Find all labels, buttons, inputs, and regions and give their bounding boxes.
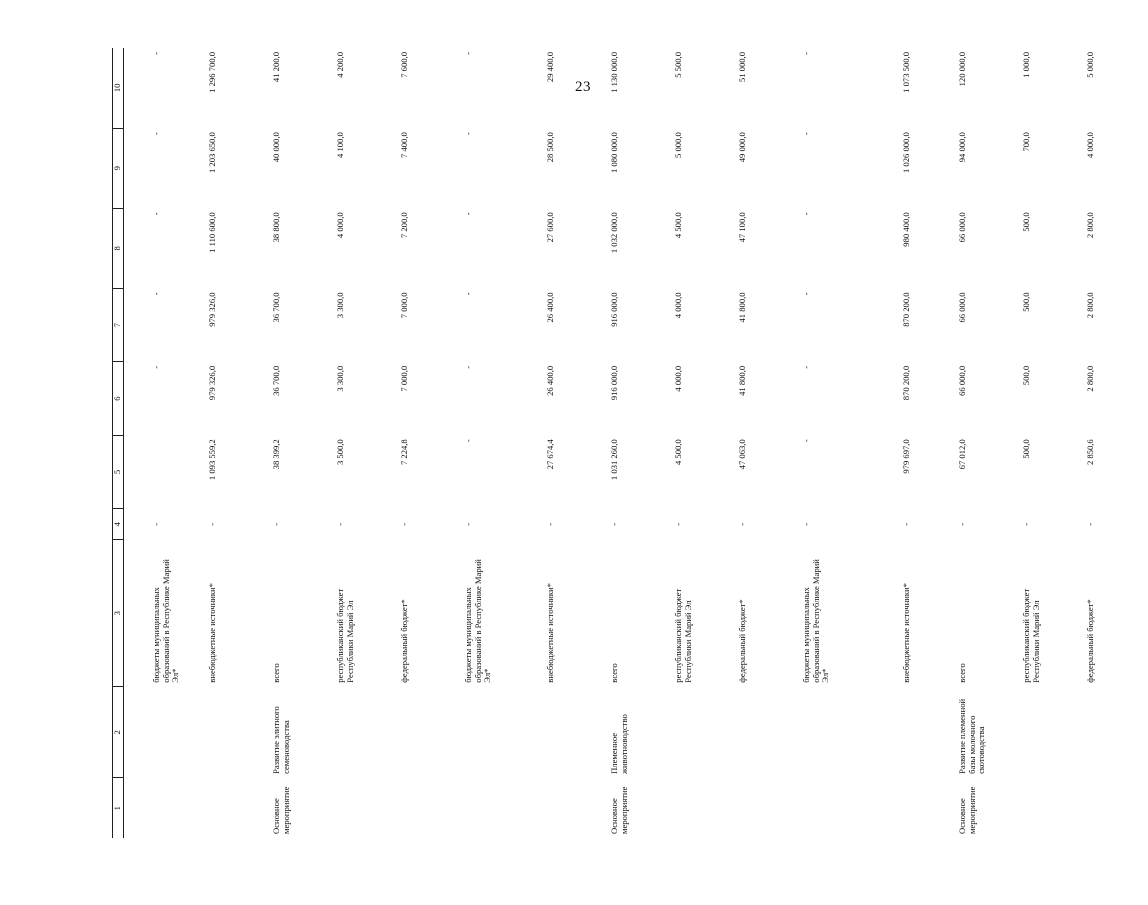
cell-col4: - <box>399 522 409 526</box>
cell-col8: 1 032 000,0 <box>609 212 619 254</box>
table-row <box>1020 48 1084 838</box>
cell-funding-source: бюджеты муниципальных образований в Республике Марий Эл* <box>801 559 831 683</box>
cell-funding-source: бюджеты муниципальных образований в Республике Марий Эл* <box>151 559 181 683</box>
cell-col8: 980 400,0 <box>901 212 911 247</box>
cell-col8: - <box>463 212 473 216</box>
cell-event-type <box>398 778 462 838</box>
cell-col10: 1 296 700,0 <box>207 52 217 93</box>
cell-col9: 4 000,0 <box>1085 132 1095 158</box>
cell-col9: 28 500,0 <box>545 132 555 163</box>
cell-col4: - <box>673 522 683 526</box>
cell-col7: 979 326,0 <box>207 292 217 327</box>
cell-event-name <box>150 687 206 778</box>
cell-event-type <box>1084 778 1148 838</box>
cell-event-type <box>150 778 206 838</box>
cell-col10: 7 600,0 <box>399 52 409 78</box>
cell-col8: 4 000,0 <box>335 212 345 239</box>
cell-col6: 870 200,0 <box>901 365 911 401</box>
cell-event-name <box>462 687 544 778</box>
cell-col8: 47 100,0 <box>737 212 747 243</box>
cell-funding-source: федеральный бюджет* <box>737 599 747 683</box>
table-row <box>544 48 608 838</box>
cell-col6: 41 800,0 <box>737 365 747 396</box>
cell-col9: 5 000,0 <box>673 132 683 158</box>
cell-col5: - <box>463 439 473 443</box>
cell-col8: 2 800,0 <box>1085 212 1095 239</box>
cell-col9: 1 026 000,0 <box>901 132 911 174</box>
col-header-9: 9 <box>113 128 124 208</box>
table-row <box>672 48 736 838</box>
table-row <box>334 48 398 838</box>
cell-event-name: Развитие племенной базы молочного скотоводства <box>957 698 987 774</box>
cell-funding-source: республиканский бюджет Республики Марий Эл <box>673 588 693 683</box>
cell-funding-source: федеральный бюджет* <box>1085 599 1095 683</box>
table-row <box>462 48 544 838</box>
cell-col4: - <box>1021 522 1031 526</box>
cell-event-type <box>672 778 736 838</box>
cell-event-name: Племенное животноводство <box>609 714 629 774</box>
cell-col6: 26 400,0 <box>545 365 555 396</box>
cell-col9: - <box>151 132 161 136</box>
cell-col8: - <box>151 212 161 216</box>
cell-col6: 4 000,0 <box>673 365 683 392</box>
cell-col4: - <box>737 522 747 526</box>
cell-col7: 500,0 <box>1021 292 1031 312</box>
cell-col9: 49 000,0 <box>737 132 747 163</box>
table-row <box>956 48 1020 838</box>
cell-funding-source: федеральный бюджет* <box>399 599 409 683</box>
col-header-4: 4 <box>113 509 124 540</box>
cell-event-name <box>672 687 736 778</box>
cell-col4: - <box>207 522 217 526</box>
table-row <box>1084 48 1148 838</box>
cell-event-type <box>462 778 544 838</box>
cell-event-name <box>1084 687 1148 778</box>
cell-col10: 5 500,0 <box>673 52 683 78</box>
cell-col10: - <box>463 52 473 55</box>
cell-col9: 40 000,0 <box>271 132 281 163</box>
cell-col4: - <box>901 522 911 526</box>
col-header-7: 7 <box>113 288 124 361</box>
cell-col5: 4 500,0 <box>673 439 683 466</box>
cell-col4: - <box>1085 522 1095 526</box>
cell-funding-source: всего <box>957 663 967 683</box>
cell-col8: 500,0 <box>1021 212 1031 232</box>
table-row <box>800 48 900 838</box>
cell-col9: 94 000,0 <box>957 132 967 163</box>
cell-col10: 1 000,0 <box>1021 52 1031 78</box>
cell-col5: 500,0 <box>1021 439 1031 459</box>
cell-col8: 1 110 600,0 <box>207 212 217 253</box>
cell-event-name <box>544 687 608 778</box>
cell-col5: 1 031 260,0 <box>609 439 619 481</box>
cell-event-name <box>736 687 800 778</box>
cell-col9: 4 100,0 <box>335 132 345 158</box>
cell-event-type <box>736 778 800 838</box>
cell-col9: 1 203 650,0 <box>207 132 217 174</box>
cell-funding-source: всего <box>609 663 619 683</box>
col-header-6: 6 <box>113 362 124 435</box>
cell-col7: 870 200,0 <box>901 292 911 327</box>
cell-funding-source: бюджеты муниципальных образований в Республике Марий Эл* <box>463 559 493 683</box>
cell-funding-source: внебюджетные источники* <box>207 583 217 683</box>
cell-event-name: Развитие элитного семеноводства <box>271 706 291 774</box>
cell-col5: 3 500,0 <box>335 439 345 466</box>
header-row <box>113 48 124 838</box>
cell-col9: 700,0 <box>1021 132 1031 152</box>
cell-col7: - <box>801 292 811 296</box>
cell-funding-source: всего <box>271 663 281 683</box>
cell-col6: - <box>463 365 473 369</box>
cell-col7: - <box>151 292 161 296</box>
page-number: 23 <box>575 79 591 95</box>
cell-col5: - <box>801 439 811 443</box>
cell-col8: 7 200,0 <box>399 212 409 239</box>
cell-col4: - <box>271 522 281 526</box>
cell-col4: - <box>335 522 345 526</box>
cell-col9: - <box>463 132 473 136</box>
col-header-3: 3 <box>113 540 124 687</box>
cell-col10: 51 000,0 <box>737 52 747 83</box>
cell-col7: 2 800,0 <box>1085 292 1095 319</box>
cell-event-type <box>900 778 956 838</box>
cell-col7: 41 800,0 <box>737 292 747 323</box>
cell-col6: 3 300,0 <box>335 365 345 392</box>
cell-col8: 27 600,0 <box>545 212 555 243</box>
table-row <box>206 48 270 838</box>
cell-event-name <box>206 687 270 778</box>
budget-table <box>112 48 1148 838</box>
cell-event-type <box>206 778 270 838</box>
cell-col7: 7 000,0 <box>399 292 409 319</box>
cell-col10: - <box>151 52 161 55</box>
col-header-2: 2 <box>113 687 124 778</box>
cell-funding-source: республиканский бюджет Республики Марий Эл <box>1021 588 1041 683</box>
cell-col7: 66 000,0 <box>957 292 967 323</box>
cell-col9: 7 400,0 <box>399 132 409 158</box>
cell-col5 <box>150 435 206 508</box>
cell-event-type: Основное мероприятие <box>957 786 977 834</box>
rotated-table-container <box>112 48 1095 838</box>
spacer-row <box>124 48 151 838</box>
col-header-10: 10 <box>113 48 124 128</box>
table-row <box>608 48 672 838</box>
cell-col5: 979 697,0 <box>901 439 911 474</box>
cell-col6: 36 700,0 <box>271 365 281 396</box>
table-row <box>736 48 800 838</box>
cell-col6: - <box>151 365 161 369</box>
cell-col6: 2 800,0 <box>1085 365 1095 392</box>
cell-col4: - <box>801 522 811 526</box>
cell-col6: 979 326,0 <box>207 365 217 401</box>
cell-event-type <box>800 778 900 838</box>
cell-event-type <box>1020 778 1084 838</box>
cell-event-type <box>544 778 608 838</box>
table-row <box>900 48 956 838</box>
cell-funding-source: республиканский бюджет Республики Марий Эл <box>335 588 355 683</box>
cell-col6: 500,0 <box>1021 365 1031 386</box>
cell-event-name <box>398 687 462 778</box>
cell-col4: - <box>463 522 473 526</box>
cell-col10: 120 000,0 <box>957 52 967 87</box>
cell-col5: 47 063,0 <box>737 439 747 470</box>
cell-col6: 66 000,0 <box>957 365 967 396</box>
cell-event-name <box>334 687 398 778</box>
cell-event-name <box>900 687 956 778</box>
cell-event-type: Основное мероприятие <box>271 786 291 834</box>
cell-col8: 38 800,0 <box>271 212 281 243</box>
cell-col7: 4 000,0 <box>673 292 683 319</box>
cell-col7: - <box>463 292 473 296</box>
cell-col10: 4 200,0 <box>335 52 345 78</box>
cell-col4: - <box>609 522 619 526</box>
cell-col9: - <box>801 132 811 136</box>
col-header-5: 5 <box>113 435 124 508</box>
cell-col10: 41 200,0 <box>271 52 281 83</box>
cell-col6: - <box>801 365 811 369</box>
cell-col5: 1 093 559,2 <box>207 439 217 481</box>
table-row <box>150 48 206 838</box>
cell-col5: 27 674,4 <box>545 439 555 470</box>
table-row <box>398 48 462 838</box>
cell-col5: 38 399,2 <box>271 439 281 470</box>
cell-col7: 26 400,0 <box>545 292 555 323</box>
cell-col5: 67 012,0 <box>957 439 967 470</box>
cell-col10: 1 073 500,0 <box>901 52 911 93</box>
cell-col6: 7 000,0 <box>399 365 409 392</box>
cell-col4: - <box>957 522 967 526</box>
cell-col5: 7 224,8 <box>399 439 409 466</box>
cell-col5: 2 850,6 <box>1085 439 1095 466</box>
table-row <box>270 48 334 838</box>
cell-col7: 916 000,0 <box>609 292 619 327</box>
cell-col4: - <box>545 522 555 526</box>
cell-col10: - <box>801 52 811 55</box>
cell-funding-source: внебюджетные источники* <box>545 583 555 683</box>
cell-event-name <box>1020 687 1084 778</box>
cell-col7: 36 700,0 <box>271 292 281 323</box>
cell-col4: - <box>151 522 161 526</box>
cell-col10: 5 000,0 <box>1085 52 1095 78</box>
cell-col8: 66 000,0 <box>957 212 967 243</box>
cell-col8: - <box>801 212 811 216</box>
col-header-8: 8 <box>113 208 124 288</box>
cell-event-name <box>800 687 900 778</box>
cell-event-type <box>334 778 398 838</box>
cell-event-type: Основное мероприятие <box>609 786 629 834</box>
cell-col10: 1 130 000,0 <box>609 52 619 93</box>
col-header-1: 1 <box>113 778 124 838</box>
cell-col9: 1 080 000,0 <box>609 132 619 174</box>
cell-col7: 3 300,0 <box>335 292 345 319</box>
cell-funding-source: внебюджетные источники* <box>901 583 911 683</box>
cell-col8: 4 500,0 <box>673 212 683 239</box>
cell-col6: 916 000,0 <box>609 365 619 401</box>
cell-col10: 29 400,0 <box>545 52 555 83</box>
